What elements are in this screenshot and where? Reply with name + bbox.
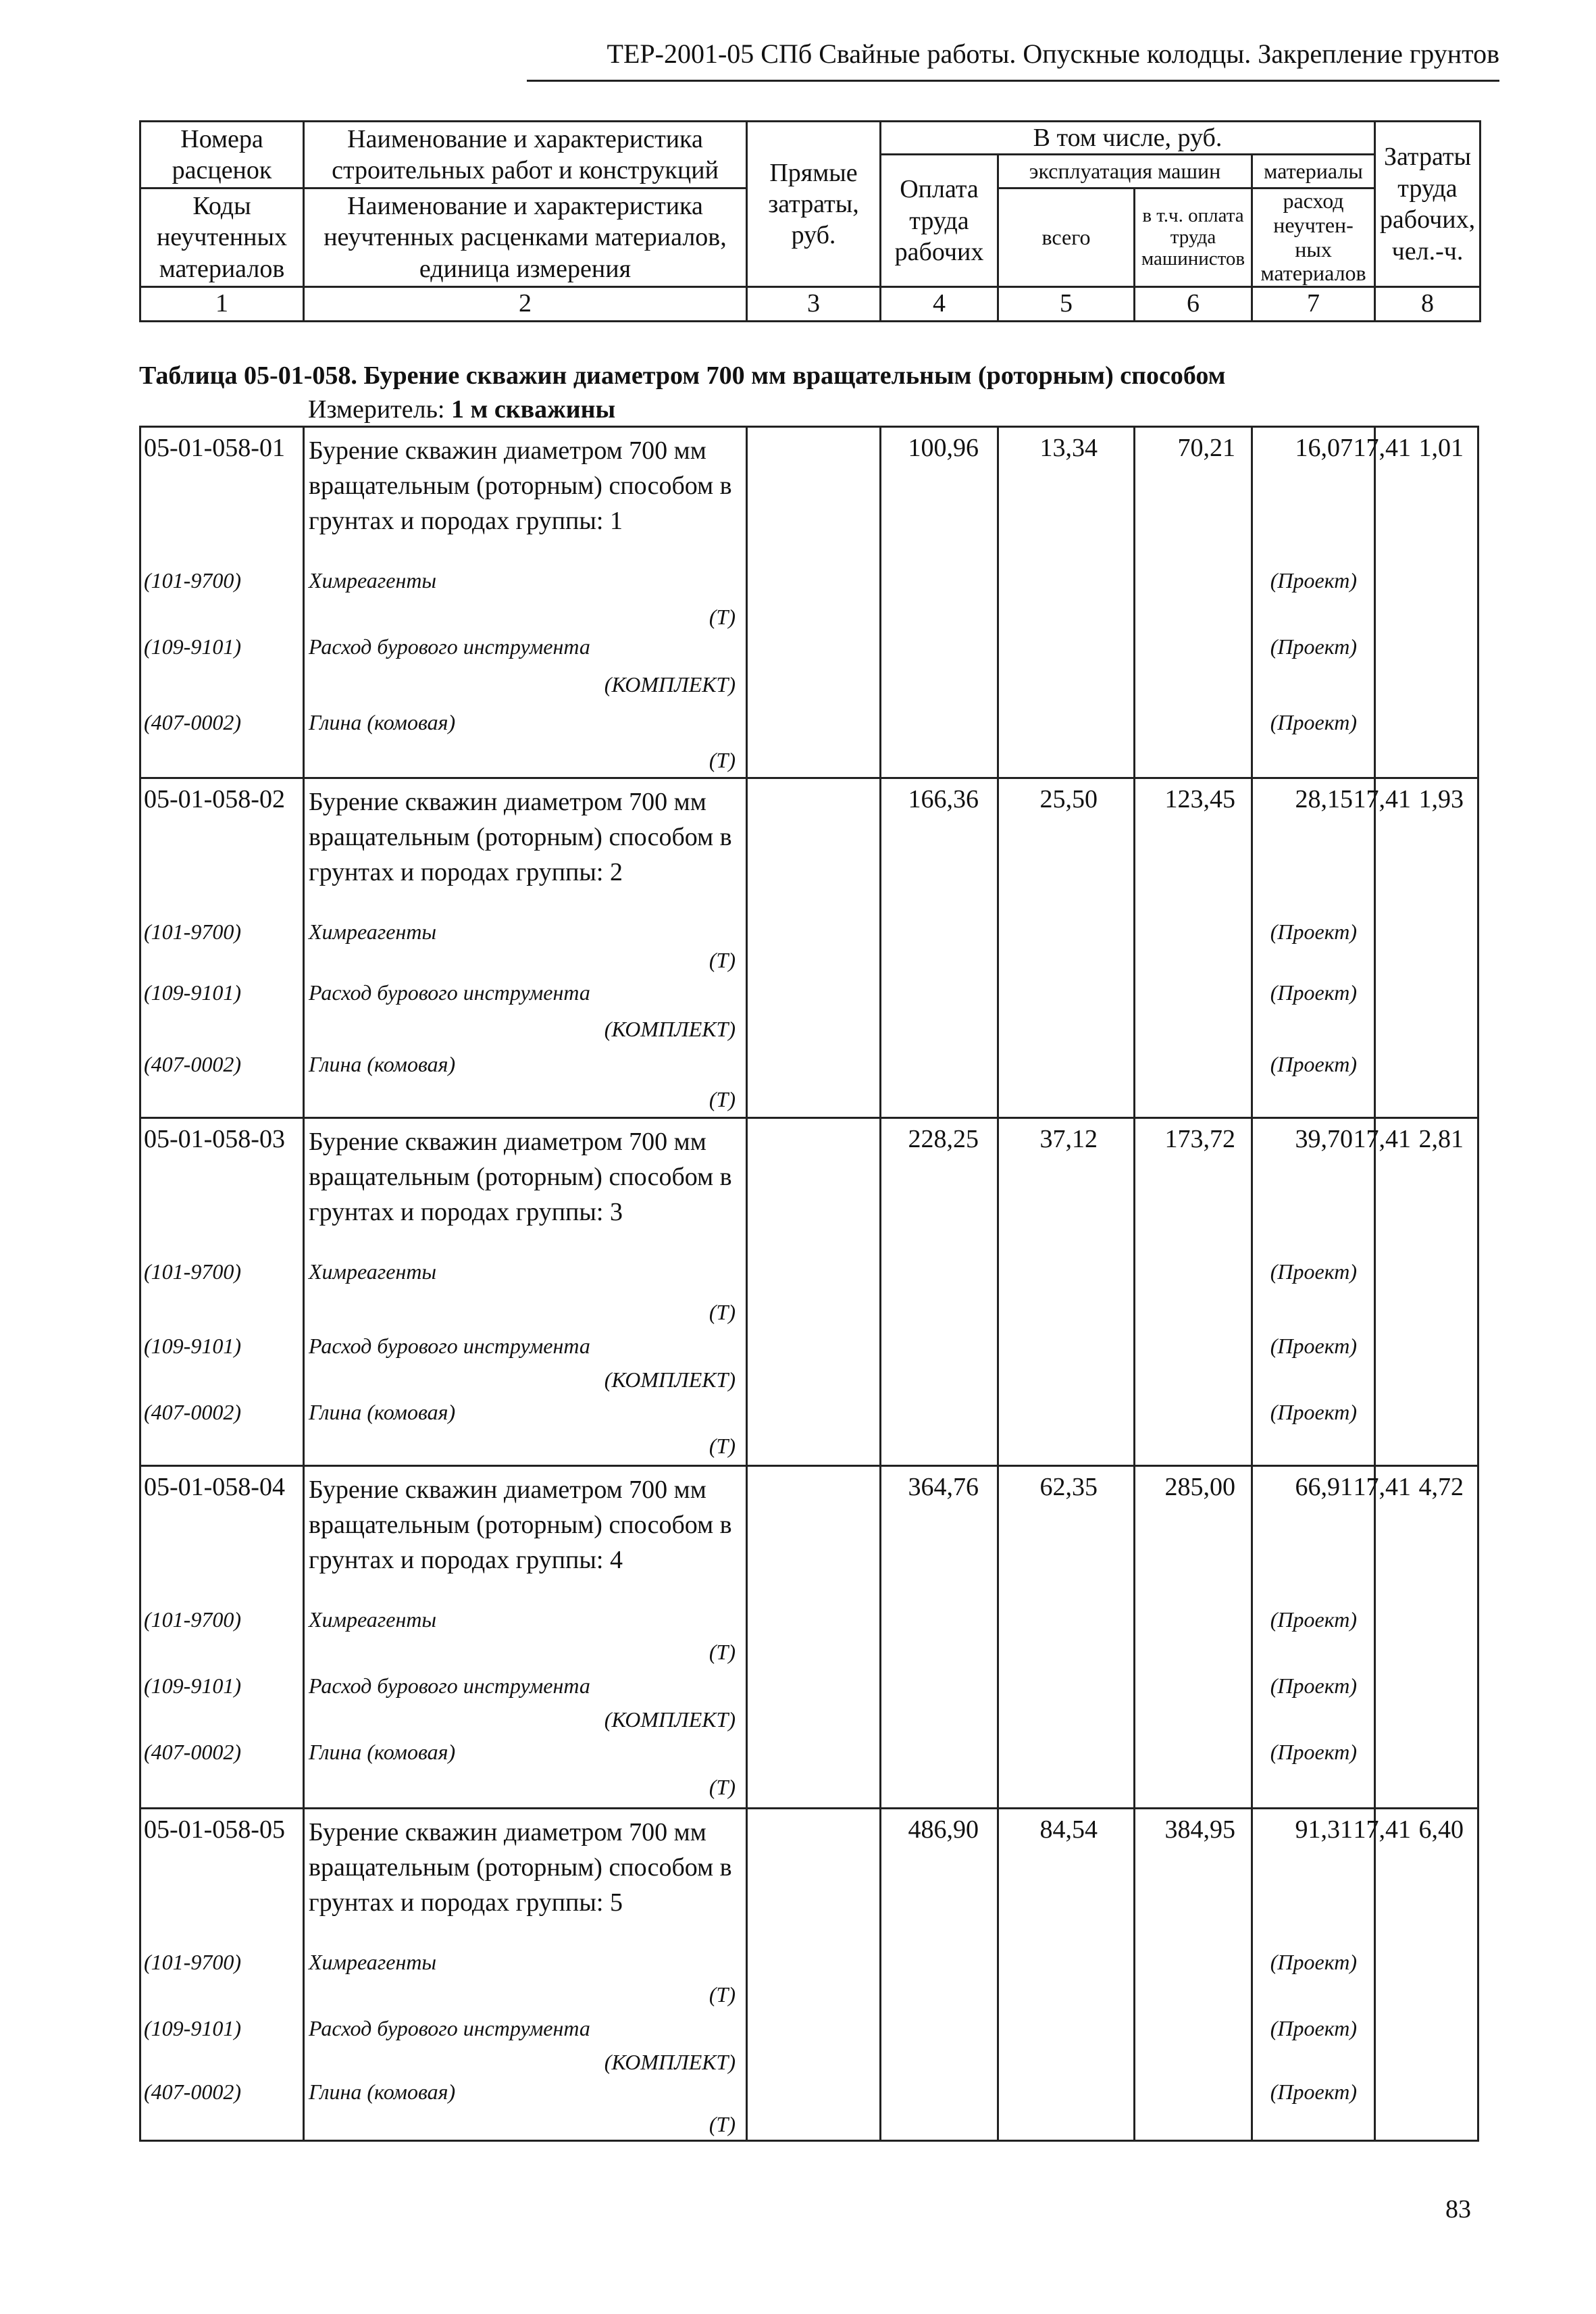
material-name: Химреагенты bbox=[309, 1259, 437, 1284]
material-note: (Проект) bbox=[1270, 568, 1357, 593]
material-code: (407-0002) bbox=[144, 1400, 241, 1424]
material-unit: (Т) bbox=[709, 605, 736, 629]
material-code: (407-0002) bbox=[144, 2080, 241, 2104]
value-hours: 1,01 bbox=[1418, 434, 1464, 462]
material-name: Химреагенты bbox=[309, 1607, 437, 1632]
header-labor: Оплата труда рабочих bbox=[881, 155, 998, 287]
material-name: Глина (комовая) bbox=[309, 2080, 456, 2104]
header-rule bbox=[527, 80, 1499, 82]
material-unit: (Т) bbox=[709, 1775, 736, 1799]
header-machines: эксплуатация машин bbox=[998, 155, 1252, 188]
material-note: (Проект) bbox=[1270, 1674, 1357, 1698]
value-direct: 364,76 bbox=[908, 1473, 979, 1501]
rate-group bbox=[141, 428, 1477, 779]
table-title: Таблица 05-01-058. Бурение скважин диаметром 700 мм вращательным (роторным) способом bbox=[139, 361, 1226, 390]
value-machines: 70,21 bbox=[1177, 434, 1235, 462]
column-header-table bbox=[139, 120, 1481, 322]
material-code: (109-9101) bbox=[144, 634, 241, 659]
column-number: 8 bbox=[1375, 287, 1481, 322]
column-number: 3 bbox=[747, 287, 881, 322]
material-code: (101-9700) bbox=[144, 920, 241, 944]
header-name-bottom: Наименование и характеристика неучтенных расценками материалов, единица измерения bbox=[304, 188, 747, 287]
header-unaccounted: расход неучтен-ных материалов bbox=[1252, 188, 1375, 287]
material-code: (109-9101) bbox=[144, 1674, 241, 1698]
value-labor: 25,50 bbox=[1039, 785, 1098, 813]
value-machinists: 66,91 bbox=[1295, 1473, 1353, 1501]
header-incl: В том числе, руб. bbox=[881, 122, 1375, 155]
material-unit: (КОМПЛЕКТ) bbox=[604, 1367, 736, 1392]
value-hours: 6,40 bbox=[1418, 1815, 1464, 1844]
header-materials: материалы bbox=[1252, 155, 1375, 188]
material-note: (Проект) bbox=[1270, 1400, 1357, 1424]
rate-code: 05-01-058-05 bbox=[144, 1815, 285, 1844]
column-number: 7 bbox=[1252, 287, 1375, 322]
material-unit: (Т) bbox=[709, 748, 736, 772]
material-unit: (КОМПЛЕКТ) bbox=[604, 1707, 736, 1732]
material-note: (Проект) bbox=[1270, 634, 1357, 659]
material-note: (Проект) bbox=[1270, 2016, 1357, 2040]
rate-description: Бурение скважин диаметром 700 мм вращательным (роторным) способом в грунтах и породах группы: 1 bbox=[309, 436, 732, 535]
value-machinists: 28,15 bbox=[1295, 785, 1353, 813]
header-machines-total: всего bbox=[998, 188, 1135, 287]
material-unit: (КОМПЛЕКТ) bbox=[604, 2050, 736, 2074]
material-code: (101-9700) bbox=[144, 568, 241, 593]
material-code: (101-9700) bbox=[144, 1607, 241, 1632]
value-machinists: 91,31 bbox=[1295, 1815, 1353, 1844]
material-note: (Проект) bbox=[1270, 1740, 1357, 1764]
material-name: Химреагенты bbox=[309, 1950, 437, 1974]
material-code: (101-9700) bbox=[144, 1950, 241, 1974]
material-name: Глина (комовая) bbox=[309, 1740, 456, 1764]
header-workers-hours: Затраты труда рабочих, чел.-ч. bbox=[1375, 122, 1481, 287]
material-name: Расход бурового инструмента bbox=[309, 2016, 590, 2040]
material-unit: (Т) bbox=[709, 1982, 736, 2007]
material-name: Расход бурового инструмента bbox=[309, 634, 590, 659]
value-machines: 384,95 bbox=[1164, 1815, 1235, 1844]
value-machines: 285,00 bbox=[1164, 1473, 1235, 1501]
material-note: (Проект) bbox=[1270, 1052, 1357, 1076]
measure-line bbox=[308, 395, 615, 424]
material-code: (109-9101) bbox=[144, 980, 241, 1005]
material-name: Глина (комовая) bbox=[309, 710, 456, 734]
rate-code: 05-01-058-03 bbox=[144, 1125, 285, 1153]
measure-label: Измеритель: bbox=[308, 395, 445, 424]
material-note: (Проект) bbox=[1270, 710, 1357, 734]
measure-value: 1 м скважины bbox=[451, 395, 616, 424]
material-code: (101-9700) bbox=[144, 1259, 241, 1284]
value-materials: 17,41 bbox=[1353, 1473, 1411, 1501]
value-labor: 62,35 bbox=[1039, 1473, 1098, 1501]
material-unit: (КОМПЛЕКТ) bbox=[604, 672, 736, 697]
rate-code: 05-01-058-04 bbox=[144, 1473, 285, 1501]
header-direct: Прямые затраты, руб. bbox=[747, 122, 881, 287]
header-name-top: Наименование и характеристика строительных работ и конструкций bbox=[304, 122, 747, 188]
material-code: (407-0002) bbox=[144, 1052, 241, 1076]
rates-table bbox=[139, 426, 1479, 2142]
value-hours: 4,72 bbox=[1418, 1473, 1464, 1501]
header-code-bottom: Коды неучтенных материалов bbox=[140, 188, 304, 287]
material-note: (Проект) bbox=[1270, 1950, 1357, 1974]
material-unit: (Т) bbox=[709, 1300, 736, 1324]
material-name: Глина (комовая) bbox=[309, 1052, 456, 1076]
value-labor: 13,34 bbox=[1039, 434, 1098, 462]
material-name: Химреагенты bbox=[309, 920, 437, 944]
value-machines: 173,72 bbox=[1164, 1125, 1235, 1153]
material-name: Глина (комовая) bbox=[309, 1400, 456, 1424]
material-unit: (Т) bbox=[709, 1087, 736, 1111]
value-direct: 166,36 bbox=[908, 785, 979, 813]
rate-description: Бурение скважин диаметром 700 мм вращательным (роторным) способом в грунтах и породах группы: 2 bbox=[309, 788, 732, 886]
value-direct: 100,96 bbox=[908, 434, 979, 462]
material-unit: (КОМПЛЕКТ) bbox=[604, 1017, 736, 1041]
value-labor: 37,12 bbox=[1039, 1125, 1098, 1153]
column-number: 1 bbox=[140, 287, 304, 322]
rate-code: 05-01-058-01 bbox=[144, 434, 285, 462]
value-materials: 17,41 bbox=[1353, 1815, 1411, 1844]
material-code: (407-0002) bbox=[144, 710, 241, 734]
value-labor: 84,54 bbox=[1039, 1815, 1098, 1844]
material-code: (407-0002) bbox=[144, 1740, 241, 1764]
material-code: (109-9101) bbox=[144, 1334, 241, 1358]
material-name: Расход бурового инструмента bbox=[309, 1334, 590, 1358]
value-hours: 2,81 bbox=[1418, 1125, 1464, 1153]
value-materials: 17,41 bbox=[1353, 434, 1411, 462]
value-machinists: 39,70 bbox=[1295, 1125, 1353, 1153]
rate-group bbox=[141, 1119, 1477, 1467]
value-machines: 123,45 bbox=[1164, 785, 1235, 813]
material-unit: (Т) bbox=[709, 1434, 736, 1458]
column-number: 2 bbox=[304, 287, 747, 322]
page-header: ТЕР-2001-05 СПб Свайные работы. Опускные колодцы. Закрепление грунтов bbox=[607, 39, 1499, 69]
column-number: 4 bbox=[881, 287, 998, 322]
value-machinists: 16,07 bbox=[1295, 434, 1353, 462]
material-name: Расход бурового инструмента bbox=[309, 1674, 590, 1698]
material-note: (Проект) bbox=[1270, 920, 1357, 944]
material-note: (Проект) bbox=[1270, 2080, 1357, 2104]
rate-group bbox=[141, 779, 1477, 1119]
value-hours: 1,93 bbox=[1418, 785, 1464, 813]
material-unit: (Т) bbox=[709, 1640, 736, 1664]
column-numbers-row bbox=[140, 287, 1481, 322]
column-number: 5 bbox=[998, 287, 1135, 322]
material-note: (Проект) bbox=[1270, 980, 1357, 1005]
column-number: 6 bbox=[1135, 287, 1252, 322]
value-direct: 228,25 bbox=[908, 1125, 979, 1153]
material-name: Расход бурового инструмента bbox=[309, 980, 590, 1005]
value-direct: 486,90 bbox=[908, 1815, 979, 1844]
rate-group bbox=[141, 1467, 1477, 1809]
rate-description: Бурение скважин диаметром 700 мм вращательным (роторным) способом в грунтах и породах группы: 3 bbox=[309, 1128, 732, 1226]
material-note: (Проект) bbox=[1270, 1259, 1357, 1284]
rate-description: Бурение скважин диаметром 700 мм вращательным (роторным) способом в грунтах и породах группы: 4 bbox=[309, 1476, 732, 1574]
rate-description: Бурение скважин диаметром 700 мм вращательным (роторным) способом в грунтах и породах группы: 5 bbox=[309, 1818, 732, 1917]
page-number: 83 bbox=[1445, 2195, 1471, 2223]
material-name: Химреагенты bbox=[309, 568, 437, 593]
material-note: (Проект) bbox=[1270, 1334, 1357, 1358]
value-materials: 17,41 bbox=[1353, 785, 1411, 813]
material-unit: (Т) bbox=[709, 2112, 736, 2136]
rate-group bbox=[141, 1809, 1477, 2140]
material-unit: (Т) bbox=[709, 948, 736, 972]
value-materials: 17,41 bbox=[1353, 1125, 1411, 1153]
material-note: (Проект) bbox=[1270, 1607, 1357, 1632]
material-code: (109-9101) bbox=[144, 2016, 241, 2040]
header-code-top: Номера расценок bbox=[140, 122, 304, 188]
header-machinists: в т.ч. оплата труда машинистов bbox=[1135, 188, 1252, 287]
rate-code: 05-01-058-02 bbox=[144, 785, 285, 813]
